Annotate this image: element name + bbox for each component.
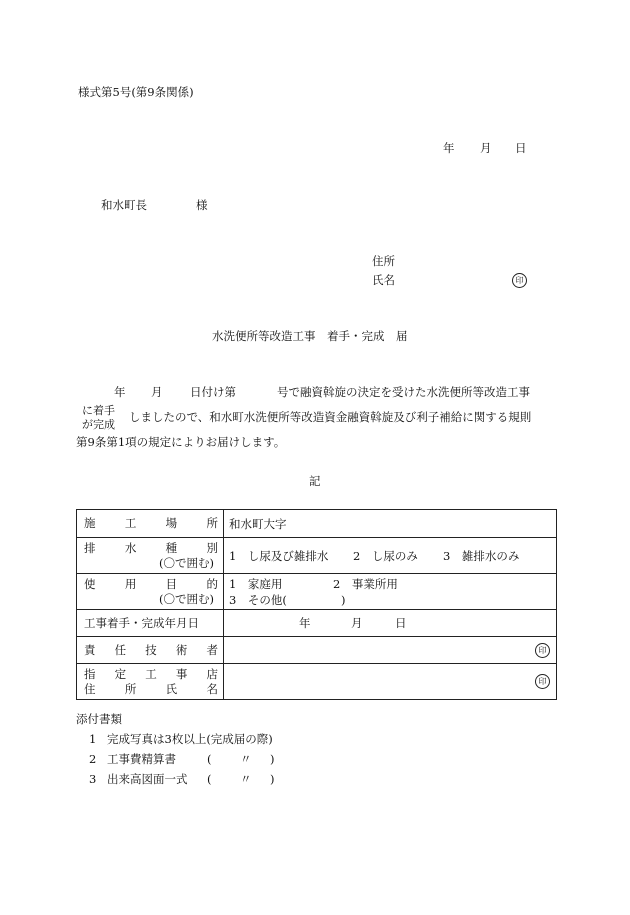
row-usage — [77, 574, 557, 610]
body-day-no: 日付け第 — [190, 385, 236, 399]
site-value[interactable]: 和水町大字 — [224, 510, 557, 538]
usage-option-3[interactable]: 3 その他( — [229, 592, 287, 607]
seal-icon: 印 — [535, 643, 550, 658]
engineer-label: 責 任 技 術 者 — [77, 637, 224, 664]
usage-label: 使 用 目 的 (〇で囲む) — [77, 574, 224, 610]
details-table — [76, 509, 557, 700]
usage-option-1[interactable]: 1 家庭用 — [229, 576, 283, 591]
form-number: 様式第5号(第9条関係) — [78, 85, 194, 99]
attachment-num: 3 — [89, 772, 97, 786]
date-year: 年 — [443, 141, 455, 155]
ditto-mark: 〃 — [240, 772, 252, 786]
drainage-sub: (〇で囲む) — [159, 555, 214, 570]
drainage-option-2[interactable]: 2 し尿のみ — [353, 548, 418, 563]
drainage-options — [224, 538, 557, 574]
site-label: 施 工 場 所 — [77, 510, 224, 538]
contractor-value[interactable] — [224, 664, 557, 700]
choice-complete: が完成 — [82, 418, 115, 431]
attachment-num: 2 — [89, 752, 97, 766]
dates-year: 年 — [299, 616, 311, 630]
seal-icon: 印 — [535, 674, 550, 689]
addressee-honorific: 様 — [196, 198, 208, 212]
name-label: 氏名 — [372, 273, 395, 287]
drainage-option-1[interactable]: 1 し尿及び雑排水 — [229, 548, 329, 563]
attachment-num: 1 — [89, 732, 97, 746]
paren-open: ( — [207, 772, 212, 786]
body-line3: 第9条第1項の規定によりお届けします。 — [76, 435, 286, 449]
document-title: 水洗便所等改造工事 着手・完成 届 — [212, 329, 408, 343]
body-year: 年 — [114, 385, 126, 399]
address-label: 住所 — [372, 254, 395, 268]
usage-option-2[interactable]: 2 事業所用 — [333, 576, 398, 591]
row-engineer — [77, 637, 557, 664]
addressee-name: 和水町長 — [101, 198, 147, 212]
drainage-option-3[interactable]: 3 雑排水のみ — [443, 548, 520, 563]
attachment-text: 完成写真は3枚以上(完成届の際) — [107, 732, 273, 746]
attachment-text: 工事費精算書 — [107, 752, 176, 766]
body-line1-rest: 号で融資斡旋の決定を受けた水洗便所等改造工事 — [277, 385, 530, 399]
date-day: 日 — [515, 141, 527, 155]
usage-sub: (〇で囲む) — [159, 591, 214, 606]
dates-month: 月 — [351, 616, 363, 630]
body-month: 月 — [151, 385, 163, 399]
paren-close: ) — [270, 772, 275, 786]
seal-icon: 印 — [512, 273, 527, 288]
dates-label: 工事着手・完成年月日 — [77, 610, 224, 637]
dates-value[interactable] — [224, 610, 557, 637]
choice-start: に着手 — [82, 404, 115, 417]
usage-options — [224, 574, 557, 610]
row-site — [77, 510, 557, 538]
drainage-label: 排 水 種 別 (〇で囲む) — [77, 538, 224, 574]
row-contractor — [77, 664, 557, 700]
attachments-heading: 添付書類 — [76, 712, 122, 726]
ki-heading: 記 — [309, 474, 321, 488]
row-drainage — [77, 538, 557, 574]
date-month: 月 — [480, 141, 492, 155]
dates-day: 日 — [395, 616, 407, 630]
paren-close: ) — [270, 752, 275, 766]
attachment-text: 出来高図面一式 — [107, 772, 188, 786]
body-line2: しましたので、和水町水洗便所等改造資金融資斡旋及び利子補給に関する規則 — [129, 410, 532, 424]
paren-open: ( — [207, 752, 212, 766]
row-dates — [77, 610, 557, 637]
ditto-mark: 〃 — [240, 752, 252, 766]
engineer-value[interactable] — [224, 637, 557, 664]
usage-option-3-close: ) — [341, 592, 346, 607]
contractor-label: 指 定 工 事 店 住 所 氏 名 — [77, 664, 224, 700]
